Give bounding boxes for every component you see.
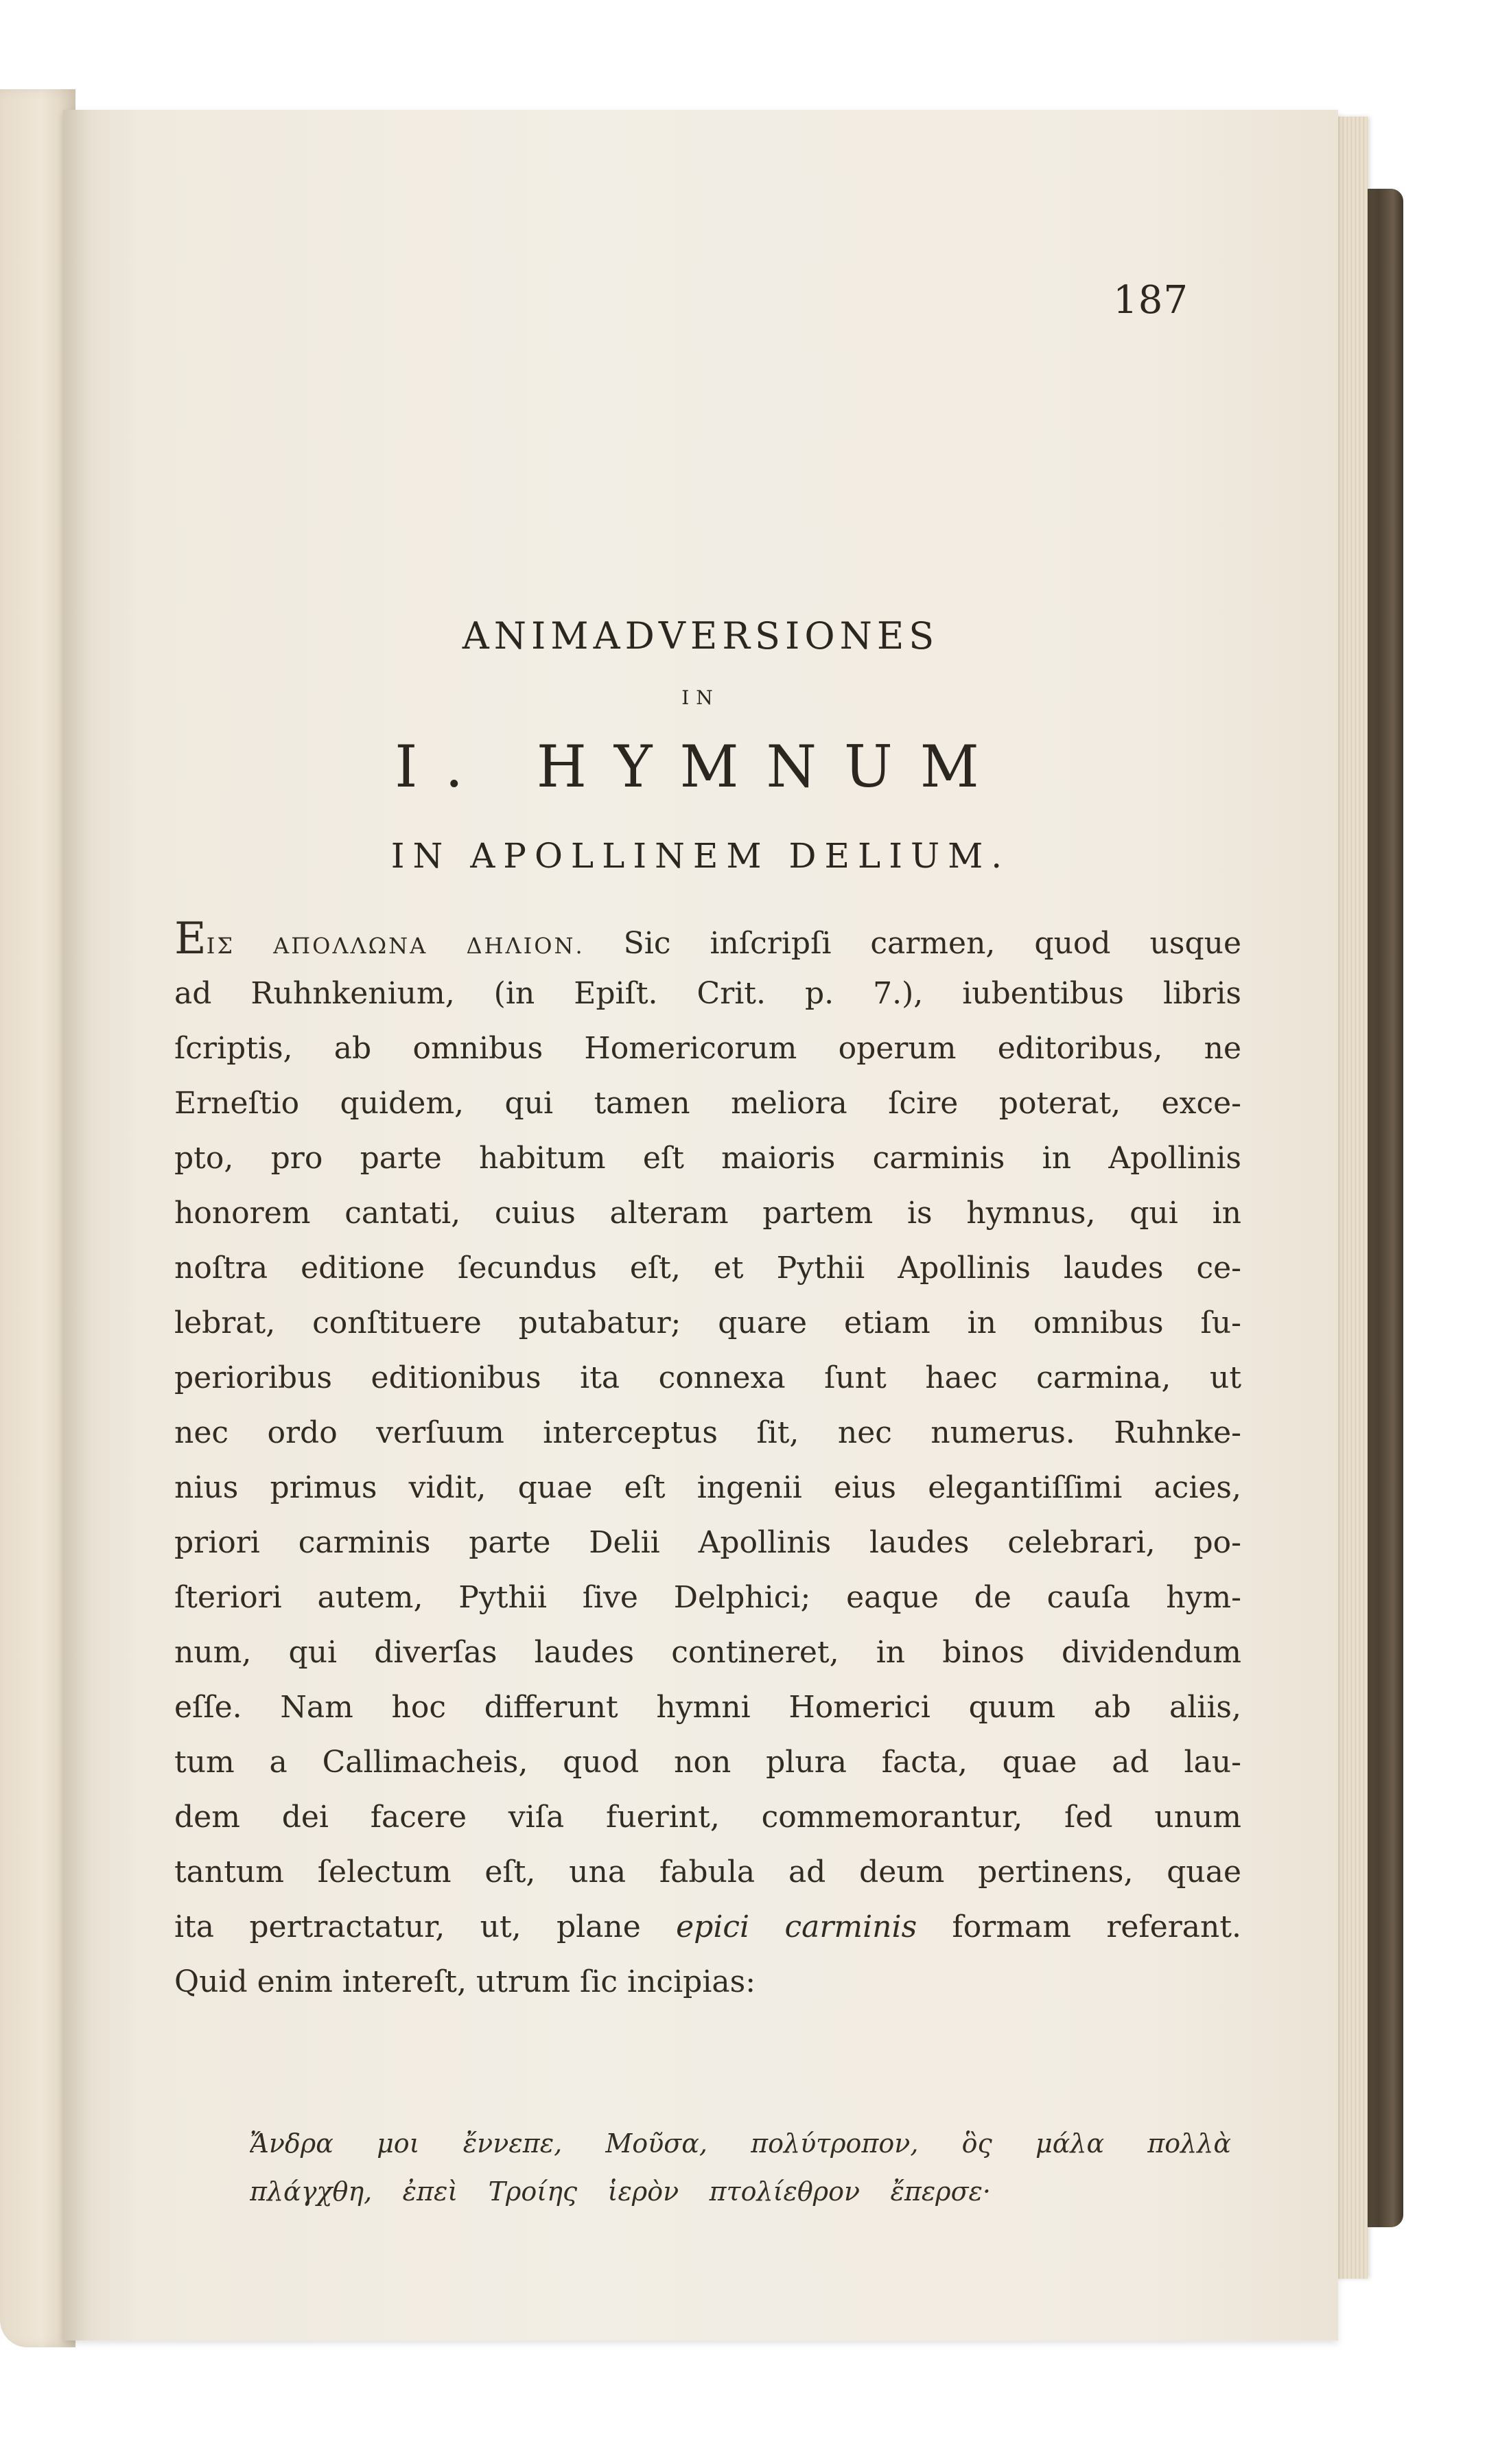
text-line: dem dei facere viſa fuerint, commemorantur, ſed unum	[174, 1800, 1241, 1835]
text-line: perioribus editionibus ita connexa ſunt haec carmina, ut	[174, 1360, 1241, 1395]
dropcap: E	[174, 914, 207, 964]
text-line: tum a Callimacheis, quod non plura facta, quae ad lau-	[174, 1745, 1241, 1780]
italic-line-before: ita pertractatur, ut, plane	[174, 1909, 677, 1944]
text-line-1	[174, 911, 1241, 966]
text-line: nius primus vidit, quae eſt ingenii eius elegantiſſimi acies,	[174, 1470, 1241, 1505]
text-line: nec ordo verſuum interceptus ſit, nec numerus. Ruhnke-	[174, 1415, 1241, 1450]
text-line: honorem cantati, cuius alteram partem is hymnus, qui in	[174, 1196, 1241, 1231]
heading-apollinem-delium: IN APOLLINEM DELIUM.	[390, 836, 1011, 876]
page-gutter-shadow	[63, 110, 91, 2340]
text-line: ſteriori autem, Pythii ſive Delphici; eaque de cauſa hym-	[174, 1580, 1241, 1615]
text-line: pto, pro parte habitum eſt maioris carminis in Apollinis	[174, 1141, 1241, 1176]
heading-in: IN	[681, 686, 720, 709]
heading-animadversiones: ANIMADVERSIONES	[462, 614, 939, 658]
page	[63, 110, 1338, 2340]
text-line: eſſe. Nam hoc differunt hymni Homerici quum ab aliis,	[174, 1690, 1241, 1725]
text-line-last: Quid enim intereſt, utrum ſic incipias:	[174, 1964, 756, 1999]
greek-quote-line-1: Ἄνδρα μοι ἔννεπε, Μοῦσα, πολύτροπον, ὃς μάλα πολλὰ	[250, 2128, 1231, 2159]
italic-line-after: formam referant.	[917, 1909, 1241, 1944]
text-line-italic	[174, 1900, 1241, 1955]
italic-phrase: epici carminis	[676, 1909, 917, 1944]
text-line-1-rest: Sic inſcripſi carmen, quod usque	[584, 926, 1241, 961]
page-number: 187	[1113, 278, 1189, 323]
heading-hymnum: I. HYMNUM	[395, 733, 1007, 800]
text-line: ad Ruhnkenium, (in Epiſt. Crit. p. 7.), iubentibus libris	[174, 976, 1241, 1011]
text-line: ſcriptis, ab omnibus Homericorum operum editoribus, ne	[174, 1031, 1241, 1066]
greek-title: ΙΣ ΑΠΟΛΛΩΝΑ ΔΗΛΙΟΝ.	[206, 933, 585, 959]
book-spine	[1362, 189, 1403, 2227]
text-line: priori carminis parte Delii Apollinis laudes celebrari, po-	[174, 1525, 1241, 1560]
text-line: Erneſtio quidem, qui tamen meliora ſcire poterat, exce-	[174, 1086, 1241, 1121]
text-line: lebrat, conſtituere putabatur; quare etiam in omnibus ſu-	[174, 1305, 1241, 1340]
text-line: noſtra editione ſecundus eſt, et Pythii Apollinis laudes ce-	[174, 1251, 1241, 1286]
text-line: num, qui diverſas laudes contineret, in binos dividendum	[174, 1635, 1241, 1670]
greek-quote-line-2: πλάγχθη, ἐπεὶ Τροίης ἱερὸν πτολίεθρον ἔπερσε·	[250, 2176, 991, 2207]
text-line: tantum ſelectum eſt, una fabula ad deum pertinens, quae	[174, 1855, 1241, 1890]
body-text	[174, 911, 1241, 2010]
